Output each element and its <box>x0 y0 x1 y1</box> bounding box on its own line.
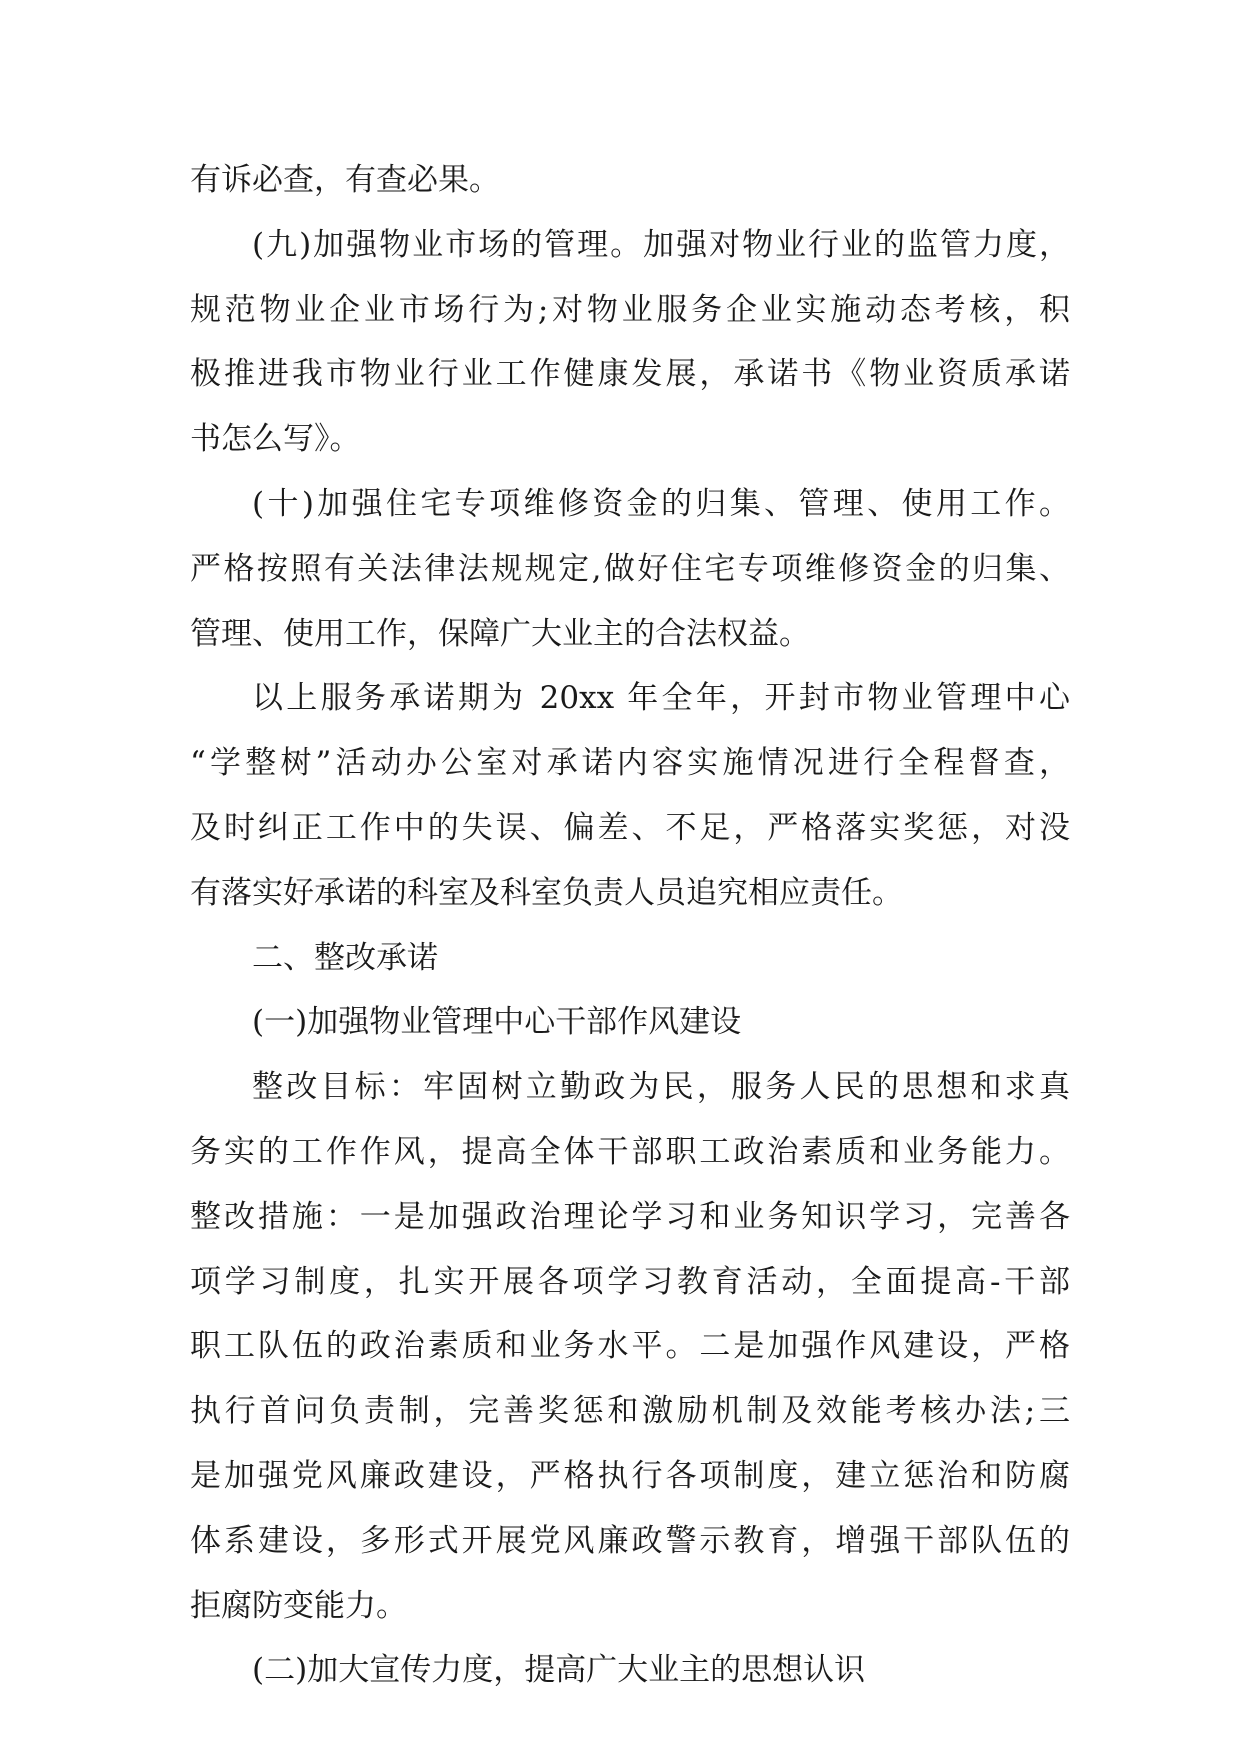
document-body <box>190 148 1070 1703</box>
text-line: 项学习制度，扎实开展各项学习教育活动，全面提高-干部 <box>190 1263 1070 1300</box>
text-line: 是加强党风廉政建设，严格执行各项制度，建立惩治和防腐 <box>190 1457 1070 1494</box>
text-line: 务实的工作作风，提高全体干部职工政治素质和业务能力。 <box>190 1133 1070 1170</box>
subsection-heading: (一)加强物业管理中心干部作风建设 <box>252 1004 742 1041</box>
text-line: 及时纠正工作中的失误、偏差、不足，严格落实奖惩，对没 <box>190 809 1070 846</box>
text-line: 体系建设，多形式开展党风廉政警示教育，增强干部队伍的 <box>190 1522 1070 1559</box>
text-line: 职工队伍的政治素质和业务水平。二是加强作风建设，严格 <box>190 1328 1070 1365</box>
text-line: 拒腐防变能力。 <box>190 1587 407 1624</box>
text-line: 执行首问负责制，完善奖惩和激励机制及效能考核办法;三 <box>190 1393 1070 1430</box>
text-line: 规范物业企业市场行为;对物业服务企业实施动态考核，积 <box>190 291 1070 328</box>
text-line: “学整树”活动办公室对承诺内容实施情况进行全程督查， <box>190 745 1070 782</box>
subsection-heading: (二)加大宣传力度，提高广大业主的思想认识 <box>252 1652 866 1689</box>
text-line: 有落实好承诺的科室及科室负责人员追究相应责任。 <box>190 874 903 911</box>
text-line: 整改目标：牢固树立勤政为民，服务人民的思想和求真 <box>252 1069 1070 1106</box>
text-line: 管理、使用工作，保障广大业主的合法权益。 <box>190 615 810 652</box>
text-line: 书怎么写》。 <box>190 421 361 458</box>
section-heading: 二、整改承诺 <box>252 939 438 976</box>
text-line: 整改措施：一是加强政治理论学习和业务知识学习，完善各 <box>190 1198 1070 1235</box>
text-line: 以上服务承诺期为 20xx 年全年，开封市物业管理中心 <box>252 680 1070 717</box>
text-line: 严格按照有关法律法规规定,做好住宅专项维修资金的归集、 <box>190 550 1070 587</box>
text-line: 有诉必查，有查必果。 <box>190 162 500 198</box>
text-line: (十)加强住宅专项维修资金的归集、管理、使用工作。 <box>252 485 1070 522</box>
text-line: 极推进我市物业行业工作健康发展，承诺书《物业资质承诺 <box>190 356 1070 393</box>
text-line: (九)加强物业市场的管理。加强对物业行业的监管力度， <box>252 226 1070 263</box>
